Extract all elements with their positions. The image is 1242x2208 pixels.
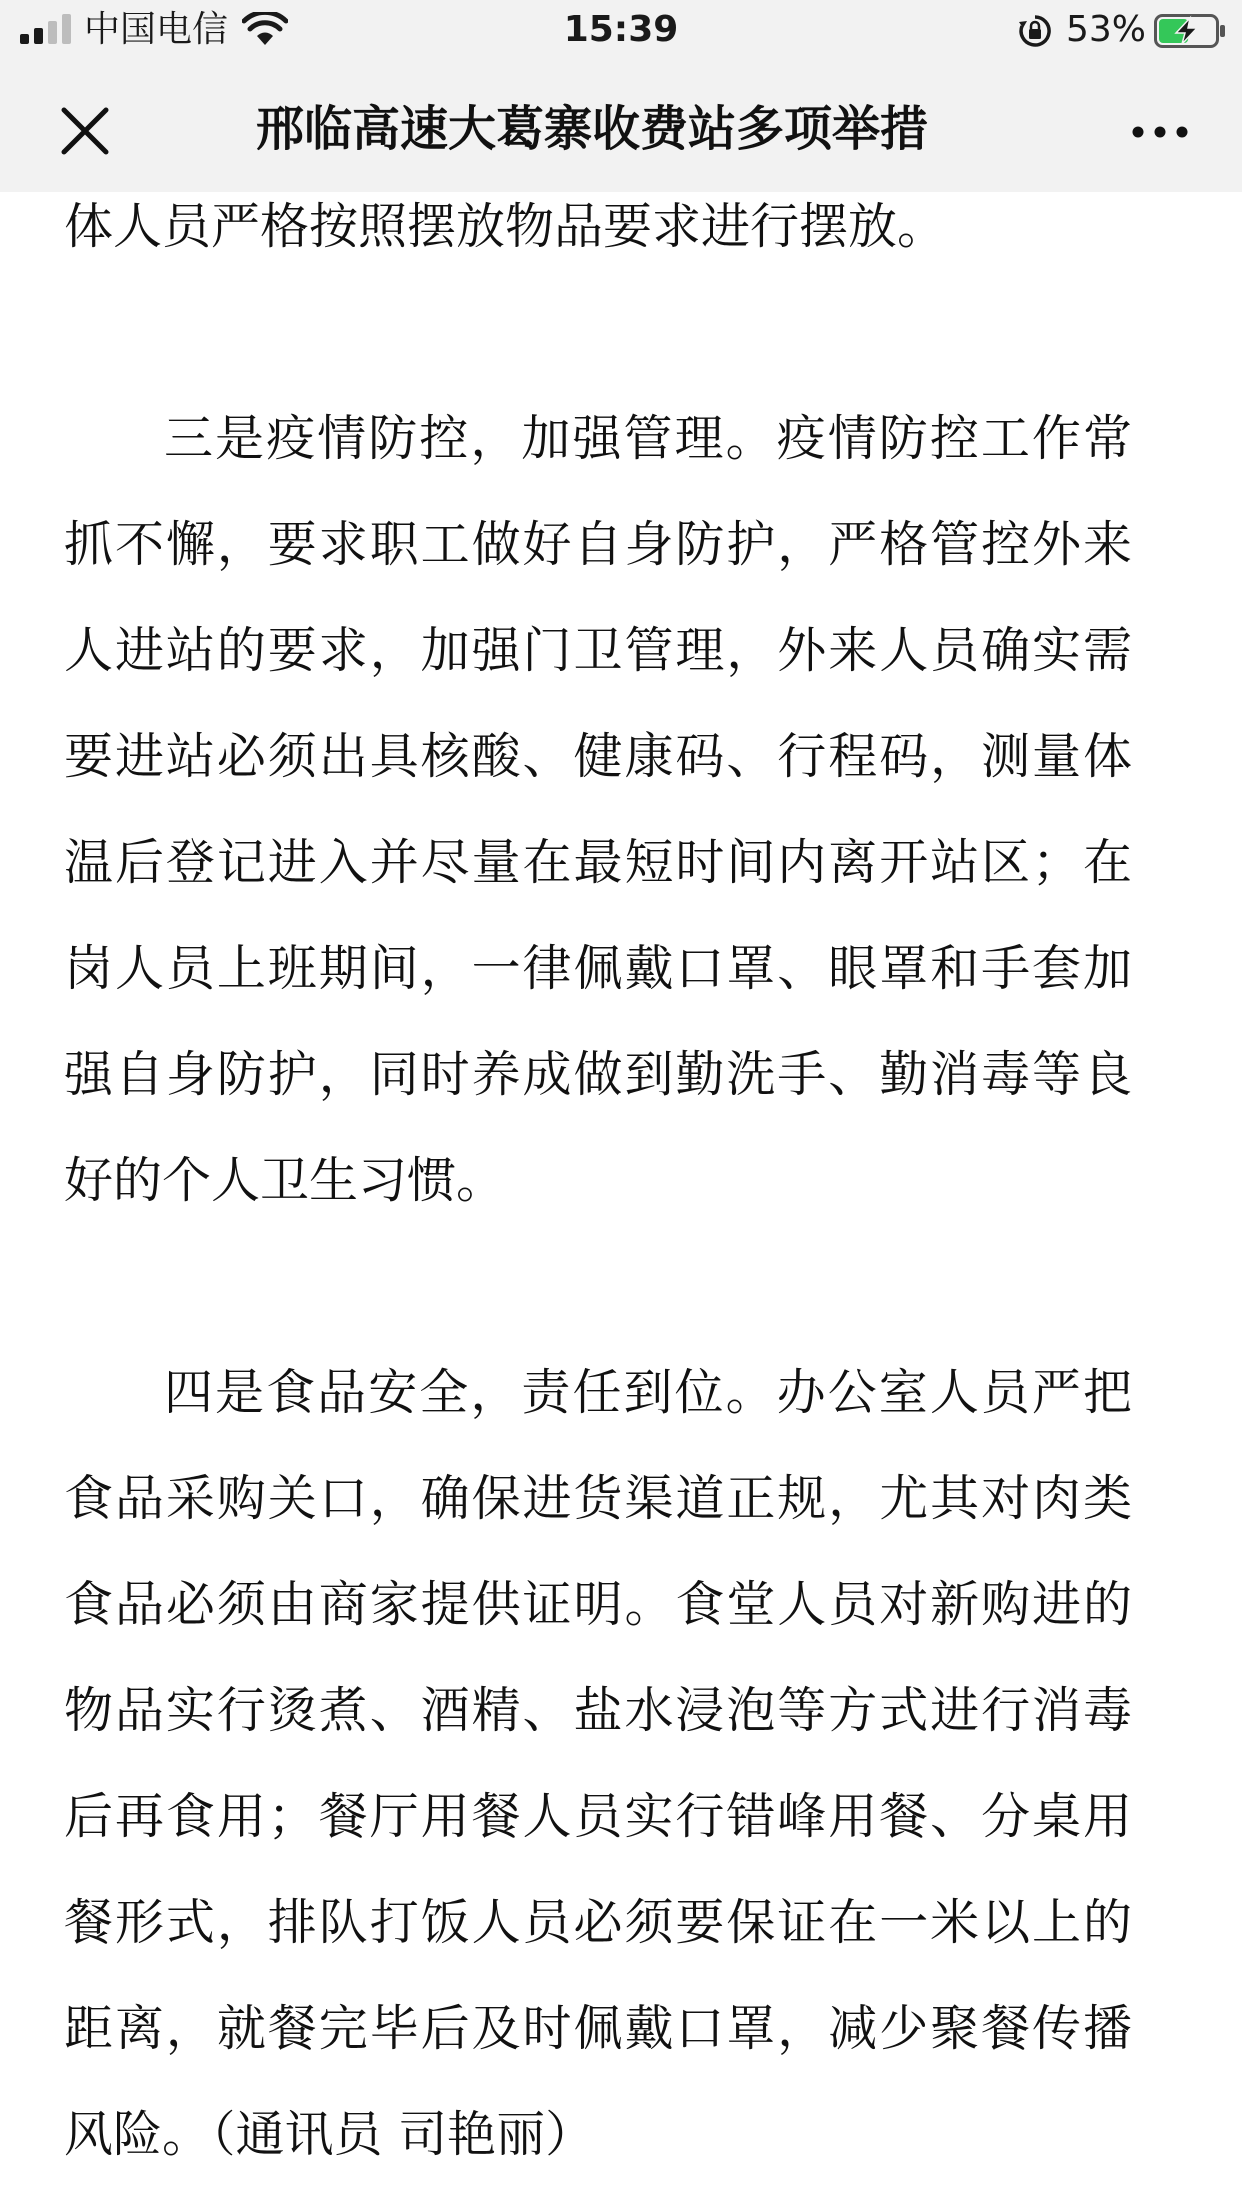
nav-bar <box>0 62 1242 192</box>
more-icon[interactable] <box>1124 102 1196 162</box>
paragraph-gap <box>64 1234 1132 1340</box>
article-paragraph-tail: 体人员严格按照摆放物品要求进行摆放。 <box>64 198 947 255</box>
article-paragraph-4: 四是食品安全，责任到位。办公室人员严把食品采购关口，确保进货渠道正规，尤其对肉类食品必须由商家提供证明。食堂人员对新购进的物品实行烫煮、酒精、盐水浸泡等方式进行消毒后再食用；餐厅用餐人员实行错峰用餐、分桌用餐形式，排队打饭人员必须要保证在一米以上的距离，就餐完毕后及时佩戴口罩，减少聚餐传播风险。（通讯员 司艳丽） <box>64 1364 1132 2163</box>
article-body <box>64 174 1132 2188</box>
status-bar <box>0 0 1242 62</box>
battery-percent: 53% <box>1066 9 1147 50</box>
carrier-label: 中国电信 <box>84 9 229 50</box>
close-icon[interactable] <box>50 96 120 166</box>
paragraph-gap <box>64 280 1132 386</box>
page-title-container <box>256 94 992 164</box>
article-paragraph-3: 三是疫情防控，加强管理。疫情防控工作常抓不懈，要求职工做好自身防护，严格管控外来人进站的要求，加强门卫管理，外来人员确实需要进站必须出具核酸、健康码、行程码，测量体温后登记进入并尽量在最短时间内离开站区；在岗人员上班期间，一律佩戴口罩、眼罩和手套加强自身防护，同时养成做到勤洗手、勤消毒等良好的个人卫生习惯。 <box>64 410 1132 1209</box>
status-time: 15:39 <box>563 9 679 50</box>
page-title: 邢临高速大葛寨收费站多项举措 <box>256 101 929 157</box>
rotation-lock-icon <box>1018 14 1052 48</box>
battery-charging-icon <box>1154 14 1226 48</box>
